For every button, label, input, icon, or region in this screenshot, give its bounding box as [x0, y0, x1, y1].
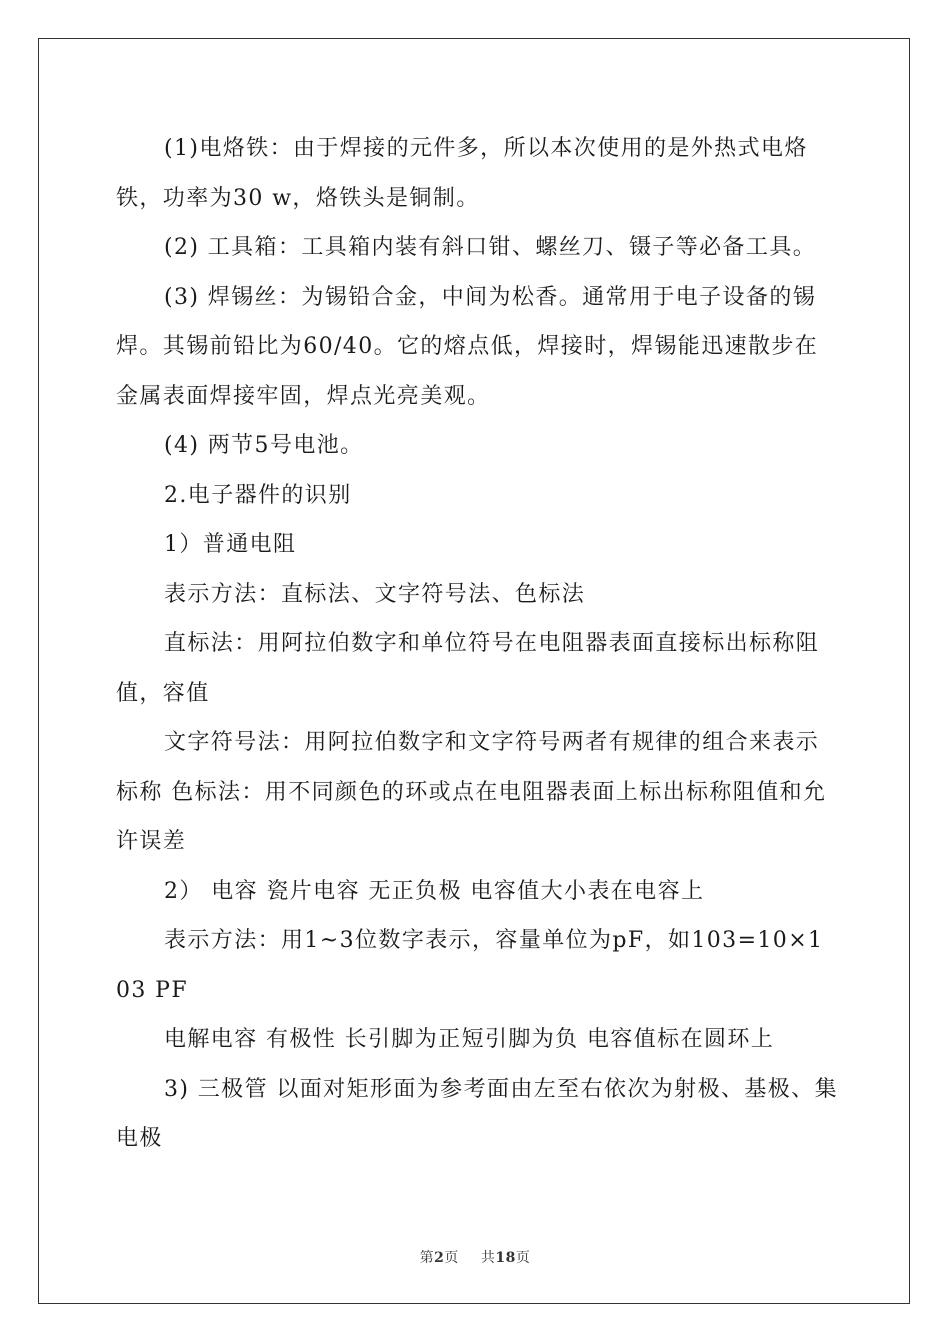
paragraph-capacitor-notation: 表示方法：用1~3位数字表示，容量单位为pF，如103=10×103 PF: [116, 928, 824, 1003]
footer-total-suffix: 页: [515, 1250, 531, 1266]
subheading-capacitor: 2） 电容 瓷片电容 无正负极 电容值大小表在电容上: [164, 878, 705, 904]
footer-current-page: 2: [434, 1250, 445, 1266]
footer-total-prefix: 共: [480, 1250, 496, 1266]
document-body: [116, 124, 838, 1164]
paragraph-electrolytic-capacitor: 电解电容 有极性 长引脚为正短引脚为负 电容值标在圆环上: [164, 1027, 775, 1052]
section-heading-component-identification: 2.电子器件的识别: [164, 482, 352, 508]
paragraph-solder-wire: (3) 焊锡丝：为锡铅合金，中间为松香。通常用于电子设备的锡焊。其锡前铅比为60/40。它的熔点低，焊接时，焊锡能迅速散步在金属表面焊接牢固，焊点光亮美观。: [116, 284, 819, 409]
footer-total-pages: 18: [495, 1250, 516, 1266]
paragraph-direct-marking: 直标法：用阿拉伯数字和单位符号在电阻器表面直接标出标称阻值，容值: [116, 631, 820, 706]
footer-prefix: 第: [419, 1250, 435, 1266]
paragraph-representation-methods: 表示方法：直标法、文字符号法、色标法: [164, 581, 586, 607]
footer-page-suffix: 页: [444, 1250, 459, 1266]
paragraph-soldering-iron: (1)电烙铁：由于焊接的元件多，所以本次使用的是外热式电烙铁，功率为30 w，烙铁头是铜制。: [116, 136, 808, 211]
page-footer: [0, 1247, 950, 1267]
subheading-resistor: 1）普通电阻: [164, 532, 297, 557]
subheading-transistor: 3) 三极管 以面对矩形面为参考面由左至右依次为射极、基极、集电极: [116, 1076, 838, 1151]
paragraph-toolbox: (2) 工具箱：工具箱内装有斜口钳、螺丝刀、镊子等必备工具。: [164, 235, 817, 260]
paragraph-text-symbol-method: 文字符号法：用阿拉伯数字和文字符号两者有规律的组合来表示标称 色标法：用不同颜色的环或点在电阻器表面上标出标称阻值和允许误差: [116, 730, 827, 854]
paragraph-batteries: (4) 两节5号电池。: [164, 433, 364, 458]
